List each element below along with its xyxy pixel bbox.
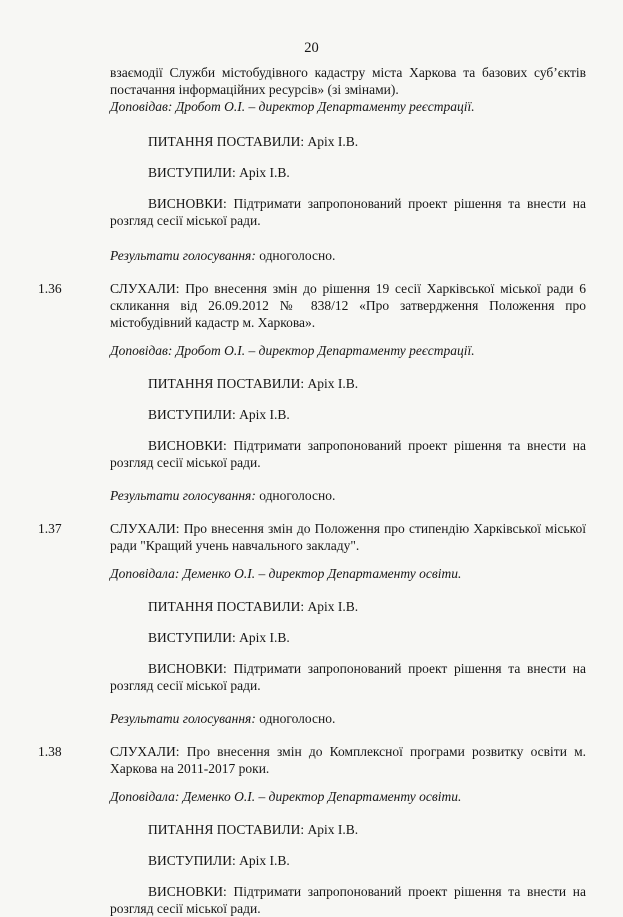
- item-number: 1.36: [38, 281, 62, 296]
- item-number: 1.38: [38, 744, 62, 759]
- agenda-item-1-37: [38, 520, 586, 554]
- item-questions: ПИТАННЯ ПОСТАВИЛИ: Аріх І.В.: [148, 599, 359, 614]
- intro-vote: [110, 247, 586, 264]
- item-vote: [110, 487, 586, 504]
- vote-value: одноголосно.: [255, 248, 336, 263]
- item-speakers: ВИСТУПИЛИ: Аріх І.В.: [148, 630, 290, 645]
- item-questions: ПИТАННЯ ПОСТАВИЛИ: Аріх І.В.: [148, 376, 359, 391]
- item-heard: СЛУХАЛИ: Про внесення змін до рішення 19 сесії Харківської міської ради 6 скликання від 26.09.2012 № 838/12 «Про затвердження Положення про містобудівний кадастр м. Харкова».: [110, 281, 586, 330]
- agenda-item-1-38: [38, 743, 586, 777]
- vote-value: одноголосно.: [255, 711, 336, 726]
- vote-value: одноголосно.: [255, 488, 336, 503]
- intro-conclusions: ВИСНОВКИ: Підтримати запропонований проект рішення та внести на розгляд сесії міської ради.: [110, 196, 586, 228]
- item-heard: СЛУХАЛИ: Про внесення змін до Положення про стипендію Харківської міської ради "Кращий учень навчального закладу".: [110, 521, 586, 553]
- item-speakers: ВИСТУПИЛИ: Аріх І.В.: [148, 407, 290, 422]
- item-number: 1.37: [38, 521, 62, 536]
- item-reporter: Доповідав: Дробот О.І. – директор Департаменту реєстрації.: [110, 343, 475, 358]
- intro-speakers: ВИСТУПИЛИ: Аріх І.В.: [148, 165, 290, 180]
- vote-label: Результати голосування:: [110, 488, 256, 503]
- document-body: [38, 64, 586, 917]
- item-conclusions: ВИСНОВКИ: Підтримати запропонований проект рішення та внести на розгляд сесії міської ради.: [110, 661, 586, 693]
- intro-questions: ПИТАННЯ ПОСТАВИЛИ: Аріх І.В.: [148, 134, 359, 149]
- intro-reporter: Доповідав: Дробот О.І. – директор Департаменту реєстрації.: [110, 99, 475, 114]
- item-vote: [110, 710, 586, 727]
- item-speakers: ВИСТУПИЛИ: Аріх І.В.: [148, 853, 290, 868]
- page-number: 20: [304, 40, 319, 56]
- item-conclusions: ВИСНОВКИ: Підтримати запропонований проект рішення та внести на розгляд сесії міської ради.: [110, 884, 586, 916]
- item-reporter: Доповідала: Деменко О.І. – директор Департаменту освіти.: [110, 566, 462, 581]
- vote-label: Результати голосування:: [110, 711, 256, 726]
- item-conclusions: ВИСНОВКИ: Підтримати запропонований проект рішення та внести на розгляд сесії міської ради.: [110, 438, 586, 470]
- item-questions: ПИТАННЯ ПОСТАВИЛИ: Аріх І.В.: [148, 822, 359, 837]
- item-reporter: Доповідала: Деменко О.І. – директор Департаменту освіти.: [110, 789, 462, 804]
- item-heard: СЛУХАЛИ: Про внесення змін до Комплексної програми розвитку освіти м. Харкова на 2011-2017 роки.: [110, 744, 586, 776]
- vote-label: Результати голосування:: [110, 248, 256, 263]
- intro-text: взаємодії Служби містобудівного кадастру міста Харкова та базових суб’єктів постачання інформаційних ресурсів» (зі змінами).: [110, 65, 586, 97]
- agenda-item-1-36: [38, 280, 586, 331]
